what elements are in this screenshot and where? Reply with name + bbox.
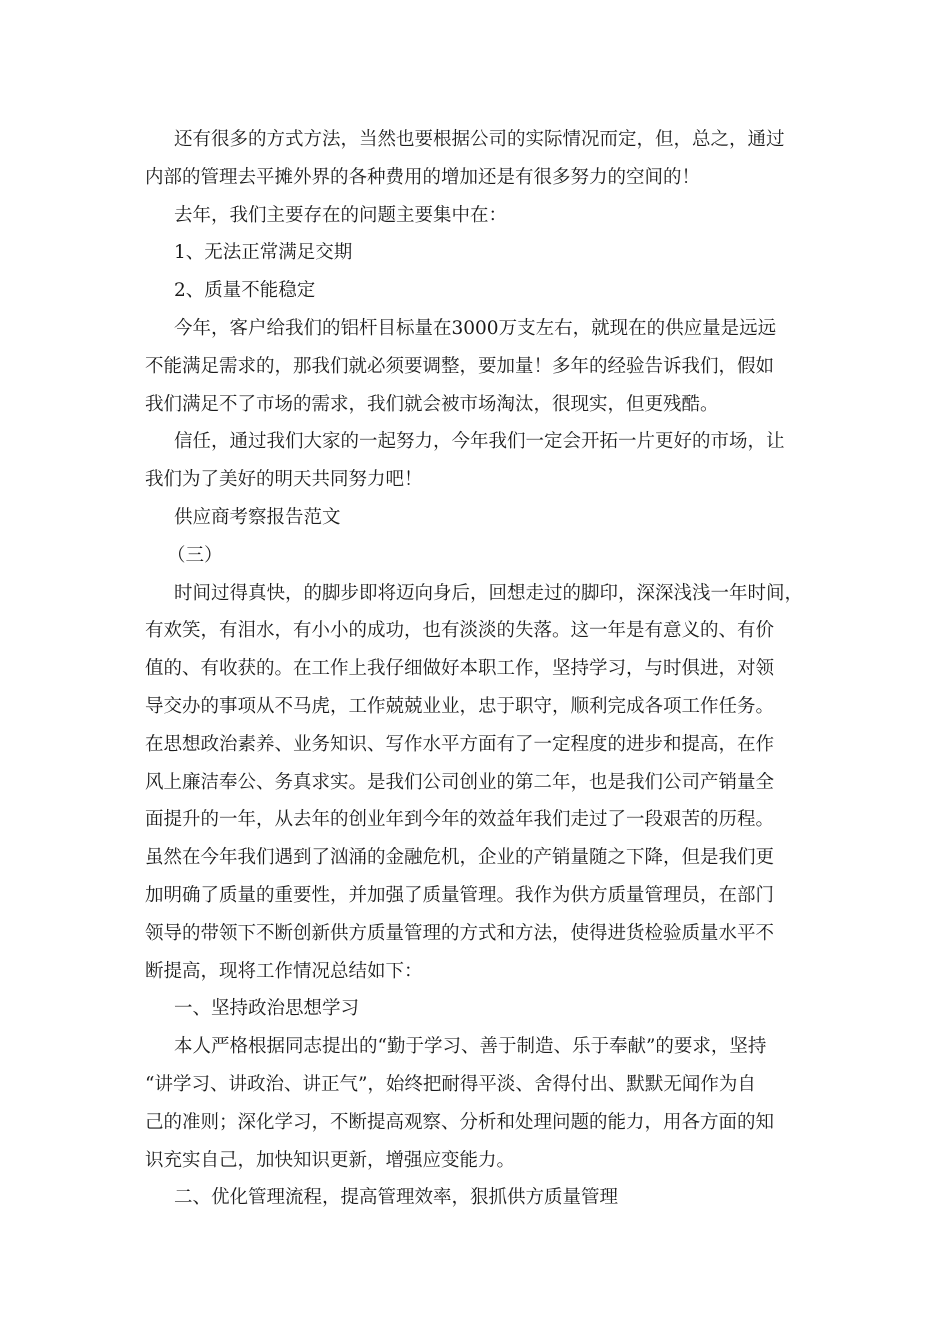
paragraph-line: 不能满足需求的，那我们就必须要调整，要加量！多年的经验告诉我们，假如 [145,355,775,377]
paragraph-line: 虽然在今年我们遇到了汹涌的金融危机，企业的产销量随之下降，但是我们更 [145,847,775,869]
paragraph-line: 值的、有收获的。在工作上我仔细做好本职工作，坚持学习，与时俱进，对领 [145,658,775,680]
paragraph-line: 风上廉洁奉公、务真求实。是我们公司创业的第二年，也是我们公司产销量全 [145,771,775,793]
paragraph-line: 本人严格根据同志提出的“勤于学习、善于制造、乐于奉献”的要求，坚持 [174,1036,767,1058]
list-item: 2、质量不能稳定 [174,280,316,302]
paragraph-line: 加明确了质量的重要性，并加强了质量管理。我作为供方质量管理员，在部门 [145,884,775,906]
paragraph-line: 面提升的一年，从去年的创业年到今年的效益年我们走过了一段艰苦的历程。 [145,809,775,831]
paragraph-line: 去年，我们主要存在的问题主要集中在： [174,204,508,226]
paragraph-line: 我们为了美好的明天共同努力吧！ [145,469,423,491]
paragraph-line: 内部的管理去平摊外界的各种费用的增加还是有很多努力的空间的！ [145,166,701,188]
section-title: 供应商考察报告范文 [174,506,341,528]
paragraph-line: 有欢笑，有泪水，有小小的成功，也有淡淡的失落。这一年是有意义的、有价 [145,620,775,642]
paragraph-line: 己的准则；深化学习，不断提高观察、分析和处理问题的能力，用各方面的知 [145,1111,775,1133]
paragraph-line: 时间过得真快，的脚步即将迈向身后，回想走过的脚印，深深浅浅一年时间， [174,582,804,604]
paragraph-line: 我们满足不了市场的需求，我们就会被市场淘汰，很现实，但更残酷。 [145,393,719,415]
paragraph-line: 导交办的事项从不马虎，工作兢兢业业，忠于职守，顺利完成各项工作任务。 [145,695,775,717]
section-heading: 一、坚持政治思想学习 [174,998,360,1020]
list-item: 1、无法正常满足交期 [174,242,353,264]
paragraph-line: 今年，客户给我们的铝杆目标量在3000万支左右，就现在的供应量是远远 [174,317,777,339]
paragraph-line: 断提高，现将工作情况总结如下： [145,960,423,982]
paragraph-line: 信任，通过我们大家的一起努力，今年我们一定会开拓一片更好的市场，让 [174,431,785,453]
paragraph-line: 在思想政治素养、业务知识、写作水平方面有了一定程度的进步和提高，在作 [145,733,775,755]
paragraph-line: “讲学习、讲政治、讲正气”，始终把耐得平淡、舍得付出、默默无闻作为自 [145,1073,756,1095]
paragraph-line: 识充实自己，加快知识更新，增强应变能力。 [145,1149,516,1171]
paragraph-line: 领导的带领下不断创新供方质量管理的方式和方法，使得进货检验质量水平不 [145,922,775,944]
document-body [145,121,825,1217]
paragraph-line: 还有很多的方式方法，当然也要根据公司的实际情况而定，但，总之，通过 [174,129,785,150]
section-heading: 二、优化管理流程，提高管理效率，狠抓供方质量管理 [174,1187,619,1209]
section-number: （三） [167,544,223,566]
